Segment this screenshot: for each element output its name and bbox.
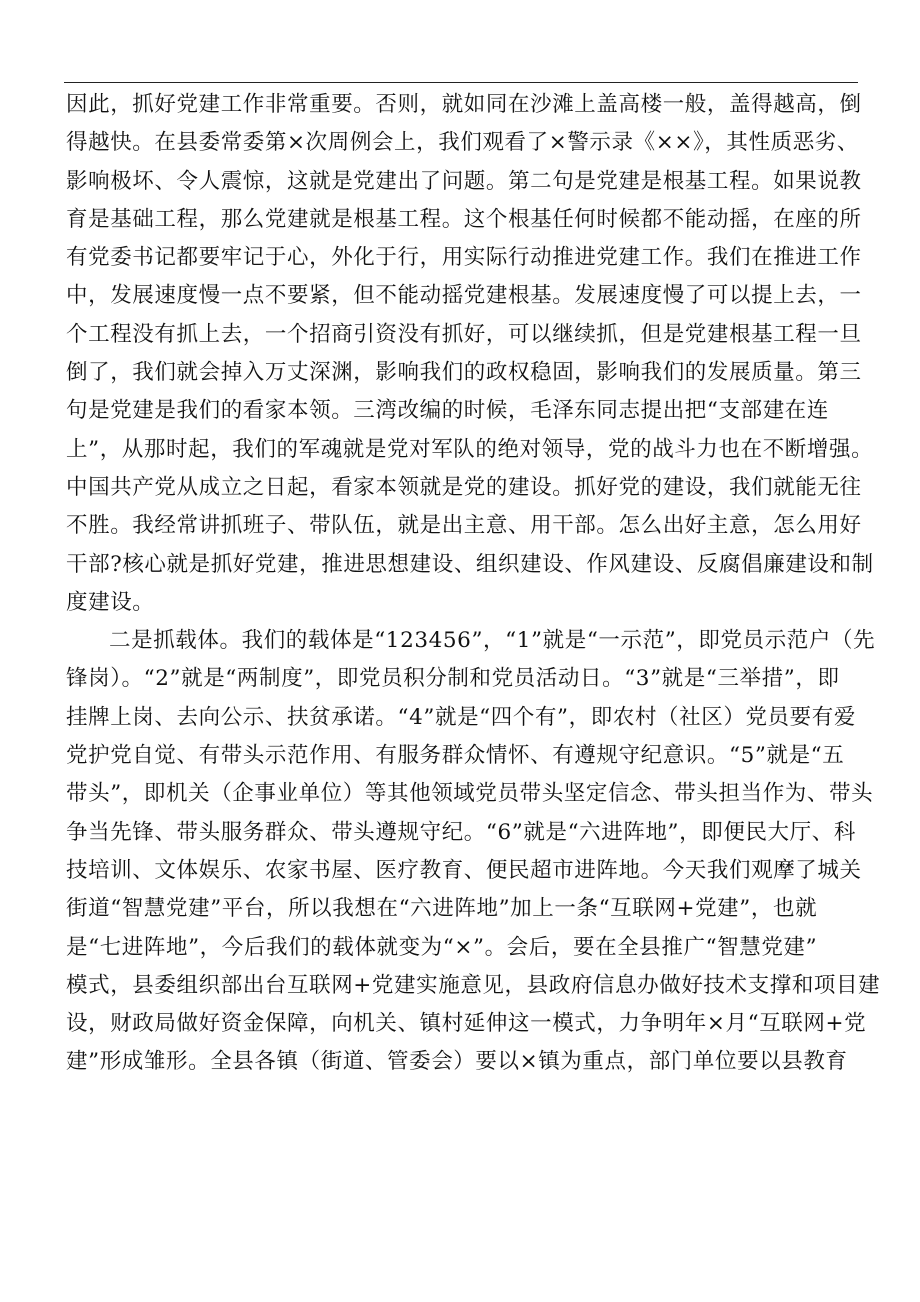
- text-line: 不胜。我经常讲抓班子、带队伍，就是出主意、用干部。怎么出好主意，怎么用好: [66, 513, 862, 539]
- text-line: 争当先锋、带头服务群众、带头遵规守纪。“6”就是“六进阵地”，即便民大厅、科: [66, 819, 856, 845]
- text-line: 个工程没有抓上去，一个招商引资没有抓好，可以继续抓，但是党建根基工程一旦: [66, 321, 862, 347]
- text-line: 建”形成雏形。全县各镇（街道、管委会）要以×镇为重点，部门单位要以县教育: [66, 1049, 848, 1075]
- text-line: 设，财政局做好资金保障，向机关、镇村延伸这一模式，力争明年×月“互联网+党: [66, 1011, 867, 1037]
- text-line: 技培训、文体娱乐、农家书屋、医疗教育、便民超市进阵地。今天我们观摩了城关: [66, 857, 862, 883]
- text-line: 党护党自觉、有带头示范作用、有服务群众情怀、有遵规守纪意识。“5”就是“五: [66, 743, 845, 769]
- text-line: 干部?核心就是抓好党建，推进思想建设、组织建设、作风建设、反腐倡廉建设和制: [66, 551, 874, 577]
- text-line: 得越快。在县委常委第×次周例会上，我们观看了×警示录《××》，其性质恶劣、: [66, 130, 860, 156]
- text-line: 街道“智慧党建”平台，所以我想在“六进阵地”加上一条“互联网+党建”，也就: [66, 896, 818, 922]
- text-line: 倒了，我们就会掉入万丈深渊，影响我们的政权稳固，影响我们的发展质量。第三: [66, 360, 862, 386]
- text-line: 中国共产党从成立之日起，看家本领就是党的建设。抓好党的建设，我们就能无往: [66, 474, 862, 500]
- text-line: 锋岗）。“2”就是“两制度”，即党员积分制和党员活动日。“3”就是“三举措”，即: [66, 666, 840, 692]
- paragraph: [66, 86, 874, 622]
- text-line: 句是党建是我们的看家本领。三湾改编的时候，毛泽东同志提出把“支部建在连: [66, 398, 829, 424]
- text-line: 度建设。: [66, 589, 155, 615]
- text-line: 带头”，即机关（企事业单位）等其他领域党员带头坚定信念、带头担当作为、带头: [66, 781, 874, 807]
- text-line: 模式，县委组织部出台互联网+党建实施意见，县政府信息办做好技术支撑和项目建: [66, 972, 881, 998]
- text-line: 有党委书记都要牢记于心，外化于行，用实际行动推进党建工作。我们在推进工作: [66, 245, 862, 271]
- header-rule: [64, 82, 858, 83]
- text-line: 上”，从那时起，我们的军魂就是党对军队的绝对领导，党的战斗力也在不断增强。: [66, 436, 874, 462]
- body-text: [66, 86, 881, 1082]
- text-line: 因此，抓好党建工作非常重要。否则，就如同在沙滩上盖高楼一般，盖得越高，倒: [66, 92, 862, 117]
- text-line: 是“七进阵地”，今后我们的载体就变为“×”。会后，要在全县推广“智慧党建”: [66, 934, 818, 960]
- text-line: 育是基础工程，那么党建就是根基工程。这个根基任何时候都不能动摇，在座的所: [66, 206, 862, 232]
- paragraph: [66, 622, 881, 1082]
- text-line: 挂牌上岗、去向公示、扶贫承诺。“4”就是“四个有”，即农村（社区）党员要有爱: [66, 704, 856, 730]
- text-line: 二是抓载体。我们的载体是“123456”，“1”就是“一示范”，即党员示范户（先: [109, 628, 876, 654]
- text-line: 影响极坏、令人震惊，这就是党建出了问题。第二句是党建是根基工程。如果说教: [66, 168, 862, 194]
- text-line: 中，发展速度慢一点不要紧，但不能动摇党建根基。发展速度慢了可以提上去，一: [66, 283, 862, 309]
